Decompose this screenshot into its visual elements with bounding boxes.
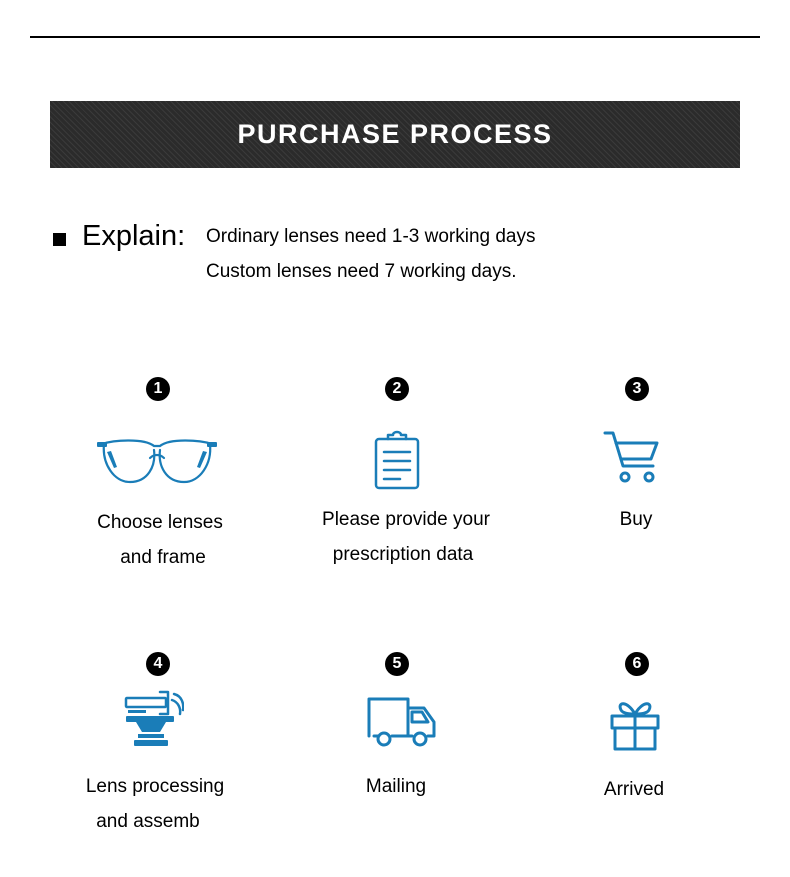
shopping-cart-icon xyxy=(603,430,661,486)
banner-title: PURCHASE PROCESS xyxy=(237,119,553,149)
explain-note-ordinary: Ordinary lenses need 1-3 working days xyxy=(206,226,536,247)
step-4-label-line1: Lens processing xyxy=(85,776,225,797)
delivery-truck-icon xyxy=(366,696,438,748)
top-divider xyxy=(30,36,760,38)
explain-label: Explain: xyxy=(82,220,186,252)
section-banner xyxy=(50,101,740,168)
step-4-label-line2: and assemb xyxy=(96,811,200,832)
step-1-label-line2: and frame xyxy=(120,547,206,568)
step-2-label-line1: Please provide your xyxy=(322,509,490,530)
explain-note-custom: Custom lenses need 7 working days. xyxy=(206,261,517,282)
step-4-badge: 4 xyxy=(146,652,170,676)
step-3-badge: 3 xyxy=(625,377,649,401)
step-3-label: Buy xyxy=(619,509,653,530)
gift-icon xyxy=(609,696,661,752)
step-5-badge: 5 xyxy=(385,652,409,676)
step-1-badge: 1 xyxy=(146,377,170,401)
step-6-label: Arrived xyxy=(603,779,665,800)
step-6-badge: 6 xyxy=(625,652,649,676)
bullet-square xyxy=(53,233,66,246)
step-2-label-line2: prescription data xyxy=(332,544,474,565)
step-1-label-line1: Choose lenses xyxy=(97,512,223,533)
step-2-badge: 2 xyxy=(385,377,409,401)
step-5-label: Mailing xyxy=(365,776,427,797)
clipboard-icon xyxy=(373,430,421,490)
glasses-icon xyxy=(94,434,220,490)
anvil-icon xyxy=(124,690,184,750)
